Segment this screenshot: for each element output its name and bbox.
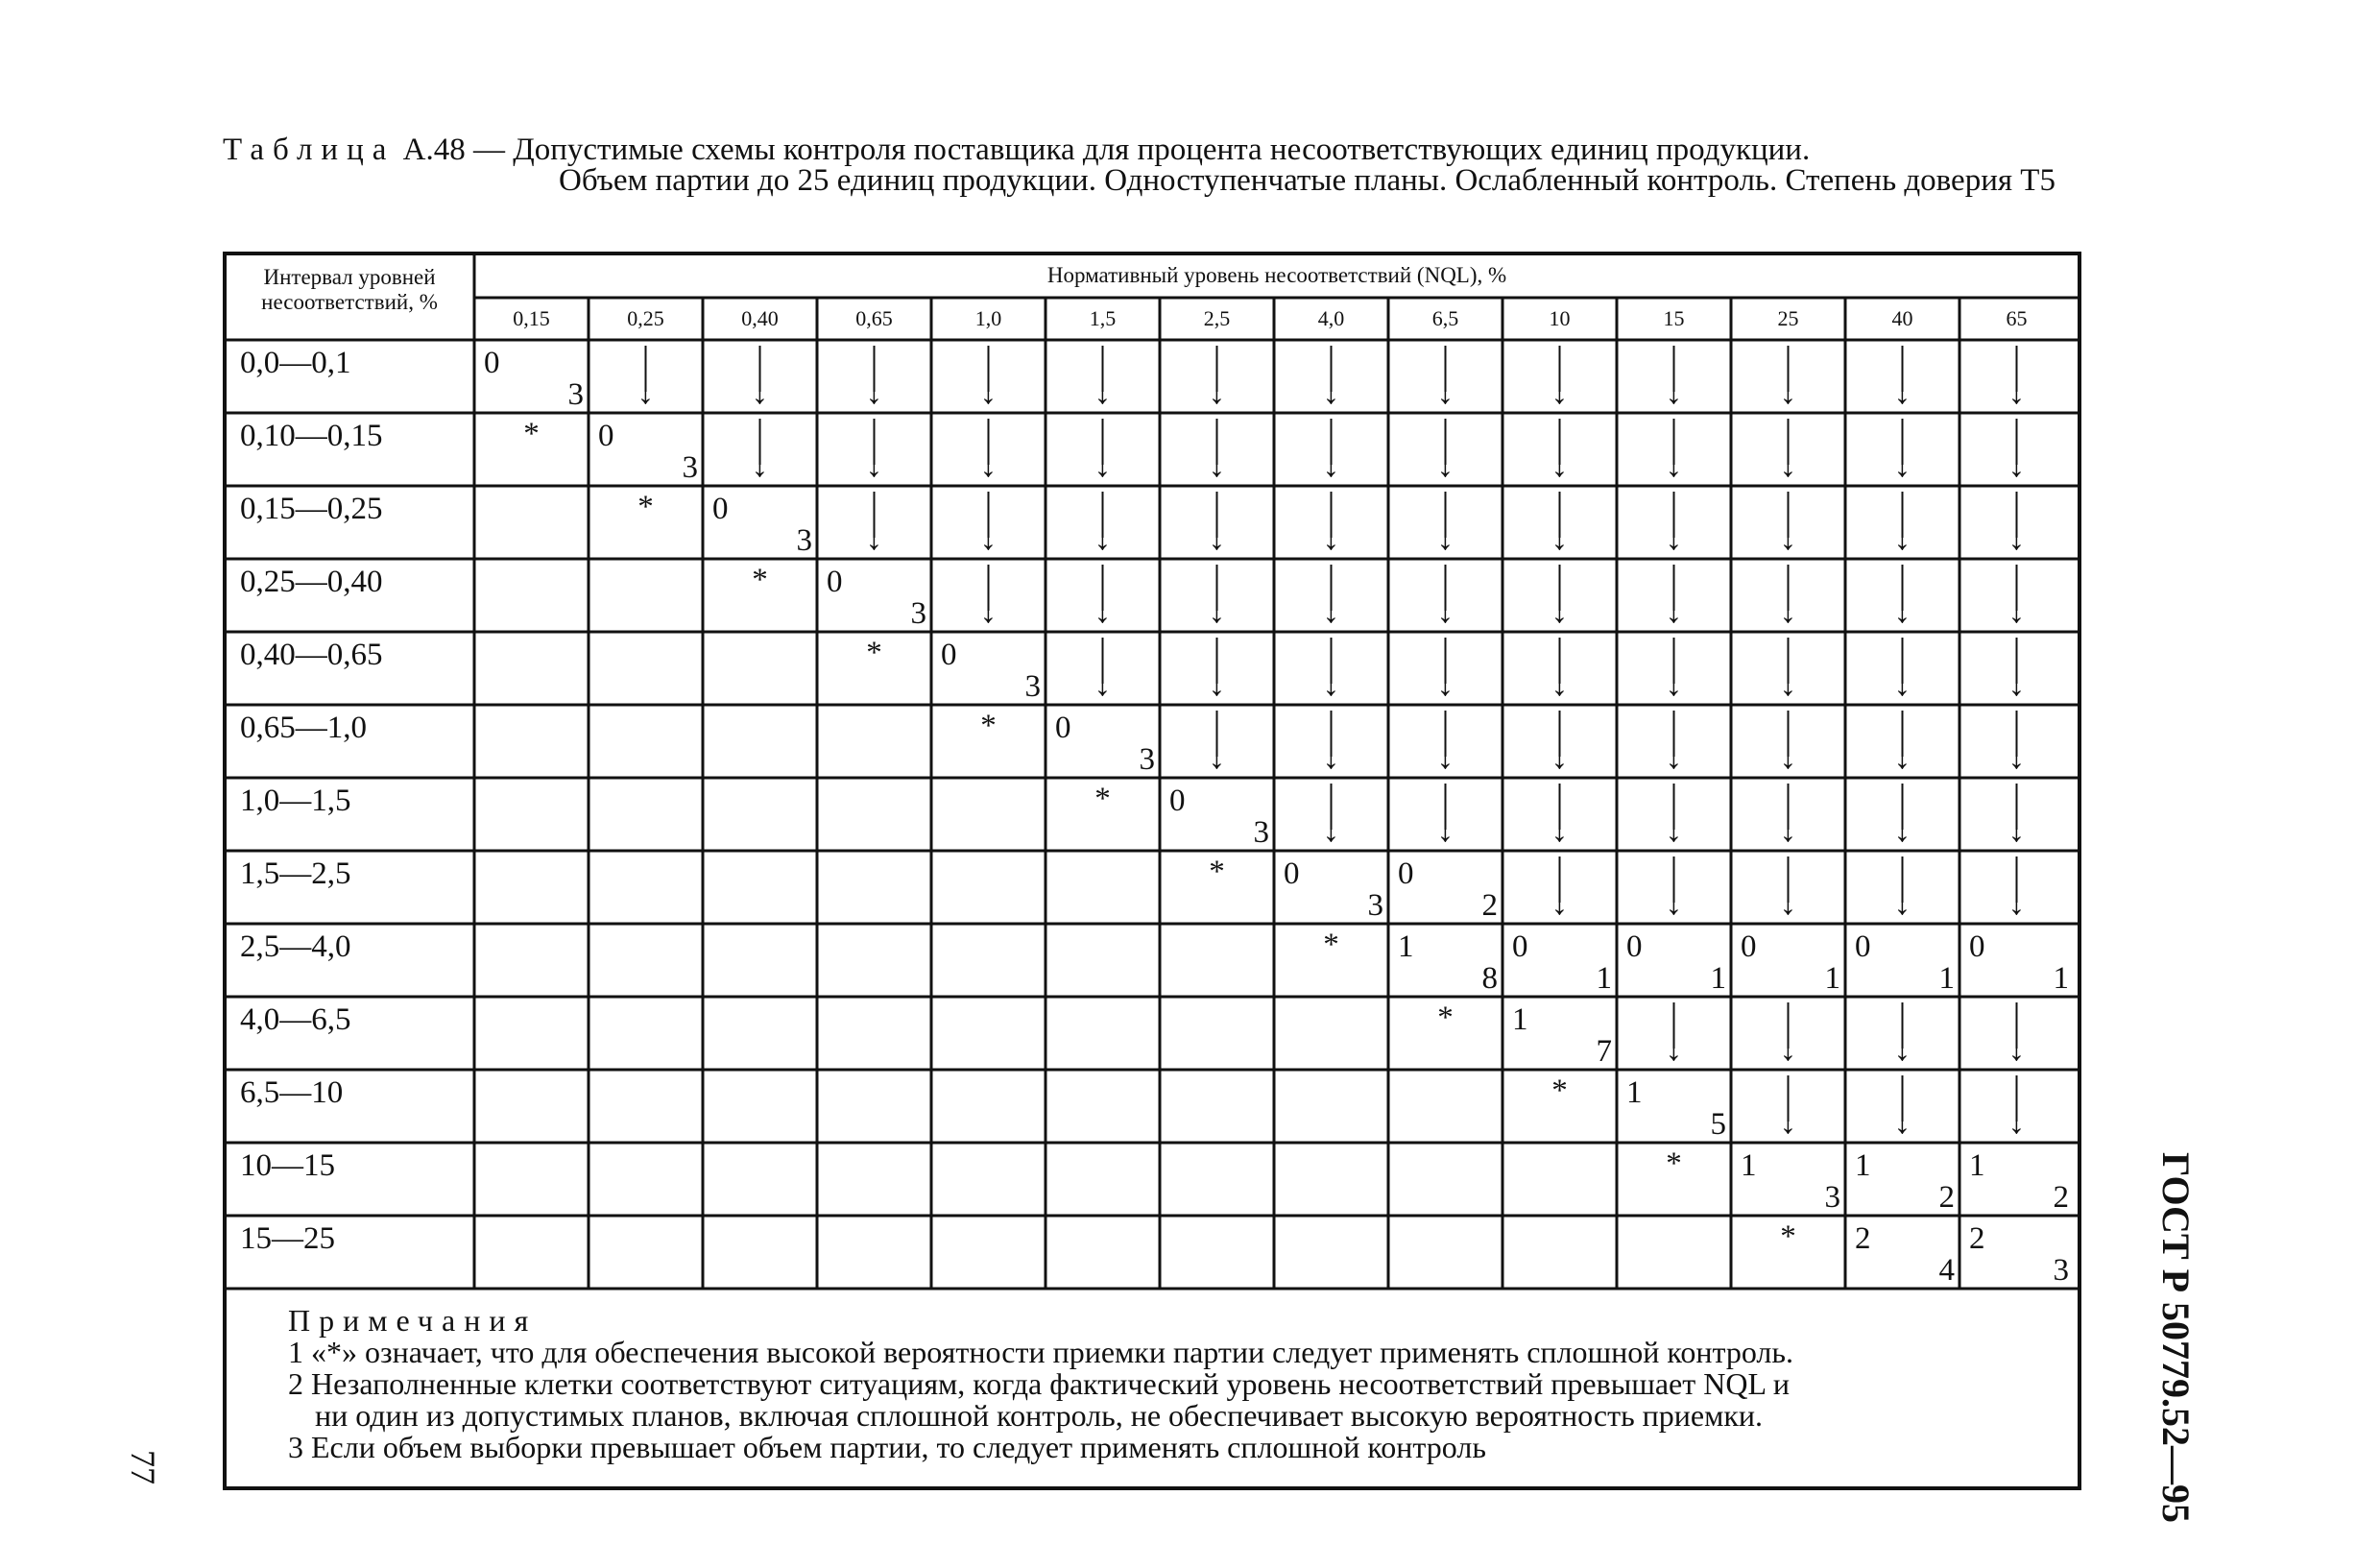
down-arrow-icon: ↓ <box>865 373 883 411</box>
caption-label: Таблица <box>223 133 396 167</box>
down-arrow-icon: ↓ <box>2007 1029 2026 1068</box>
acceptance-number: 0 <box>1969 929 1985 964</box>
down-arrow-icon: ↓ <box>1436 519 1454 557</box>
acceptance-number: 0 <box>1512 929 1528 964</box>
plan-cell <box>1617 924 1731 997</box>
interval-label: 4,0—6,5 <box>240 1002 351 1037</box>
plan-cell <box>589 413 703 486</box>
down-arrow-icon: ↓ <box>1779 373 1797 411</box>
down-arrow-icon: ↓ <box>637 373 655 411</box>
down-arrow-icon: ↓ <box>1665 591 1683 630</box>
full-inspection-cell <box>1046 778 1160 851</box>
down-arrow-icon: ↓ <box>1665 883 1683 922</box>
plan-cell <box>1617 1070 1731 1143</box>
asterisk-mark: * <box>1437 1001 1454 1035</box>
nql-column-header: 0,25 <box>627 306 664 330</box>
down-arrow-icon: ↓ <box>1322 810 1340 849</box>
interval-label: 10—15 <box>240 1148 335 1183</box>
sample-size: 3 <box>682 450 698 485</box>
down-arrow-icon: ↓ <box>751 373 769 411</box>
down-arrow-icon: ↓ <box>1665 810 1683 849</box>
nql-column-header: 40 <box>1891 306 1913 330</box>
down-arrow-icon: ↓ <box>1779 1102 1797 1141</box>
plan-cell <box>1388 851 1503 924</box>
sample-size: 3 <box>910 596 926 631</box>
plan-cell <box>1388 924 1503 997</box>
nql-column-header: 0,65 <box>855 306 893 330</box>
sample-size: 2 <box>1481 888 1498 923</box>
nql-column-header: 10 <box>1549 306 1571 330</box>
down-arrow-icon: ↓ <box>1551 810 1569 849</box>
down-arrow-icon: ↓ <box>1779 519 1797 557</box>
sample-size: 2 <box>1938 1180 1955 1215</box>
down-arrow-icon: ↓ <box>1665 737 1683 776</box>
down-arrow-icon: ↓ <box>1665 1029 1683 1068</box>
nql-column-header: 25 <box>1777 306 1799 330</box>
notes-title: Примечания <box>288 1303 538 1338</box>
interval-label: 0,25—0,40 <box>240 565 383 599</box>
nql-column-header: 6,5 <box>1431 306 1459 330</box>
down-arrow-icon: ↓ <box>1779 446 1797 484</box>
full-inspection-cell <box>703 559 817 632</box>
down-arrow-icon: ↓ <box>1322 737 1340 776</box>
acceptance-number: 0 <box>1741 929 1757 964</box>
plan-cell <box>1959 924 2074 997</box>
nql-column-header: 1,0 <box>974 306 1002 330</box>
nql-column-header: 15 <box>1663 306 1685 330</box>
down-arrow-icon: ↓ <box>751 446 769 484</box>
down-arrow-icon: ↓ <box>1665 446 1683 484</box>
sample-size: 8 <box>1481 961 1498 996</box>
down-arrow-icon: ↓ <box>1893 810 1911 849</box>
sample-size: 3 <box>1367 888 1383 923</box>
row-header: Интервал уровней несоответствий, % <box>261 265 438 314</box>
down-arrow-icon: ↓ <box>979 373 998 411</box>
down-arrow-icon: ↓ <box>1665 373 1683 411</box>
plan-cell <box>1845 1143 1959 1216</box>
plan-cell <box>1503 924 1617 997</box>
down-arrow-icon: ↓ <box>1665 519 1683 557</box>
asterisk-mark: * <box>1780 1219 1796 1254</box>
asterisk-mark: * <box>866 636 882 670</box>
down-arrow-icon: ↓ <box>979 591 998 630</box>
down-arrow-icon: ↓ <box>1322 373 1340 411</box>
down-arrow-icon: ↓ <box>1779 664 1797 703</box>
down-arrow-icon: ↓ <box>2007 373 2026 411</box>
plan-cell <box>1274 851 1388 924</box>
full-inspection-cell <box>1503 1070 1617 1143</box>
notes <box>288 1305 2074 1463</box>
down-arrow-icon: ↓ <box>1779 810 1797 849</box>
plan-cell <box>1845 924 1959 997</box>
down-arrow-icon: ↓ <box>1551 883 1569 922</box>
asterisk-mark: * <box>523 417 540 451</box>
down-arrow-icon: ↓ <box>1322 664 1340 703</box>
acceptance-number: 0 <box>712 492 729 526</box>
full-inspection-cell <box>931 705 1046 778</box>
plan-cell <box>1046 705 1160 778</box>
full-inspection-cell <box>1274 924 1388 997</box>
down-arrow-icon: ↓ <box>2007 810 2026 849</box>
asterisk-mark: * <box>752 563 768 597</box>
down-arrow-icon: ↓ <box>1436 810 1454 849</box>
acceptance-number: 1 <box>1512 1002 1528 1037</box>
sample-size: 1 <box>1596 961 1612 996</box>
down-arrow-icon: ↓ <box>979 446 998 484</box>
down-arrow-icon: ↓ <box>1551 591 1569 630</box>
note-1: 1 «*» означает, что для обеспечения высокой вероятности приемки партии следует применять сплошной контроль. <box>288 1335 1793 1369</box>
acceptance-number: 1 <box>1741 1148 1757 1183</box>
interval-label: 0,40—0,65 <box>240 638 383 672</box>
acceptance-number: 1 <box>1626 1075 1643 1110</box>
plan-cell <box>1503 997 1617 1070</box>
down-arrow-icon: ↓ <box>1551 664 1569 703</box>
page-number: 77 <box>124 1450 162 1484</box>
down-arrow-icon: ↓ <box>2007 519 2026 557</box>
plan-cell <box>1845 1216 1959 1289</box>
plan-cell <box>817 559 931 632</box>
sample-size: 5 <box>1710 1107 1726 1142</box>
asterisk-mark: * <box>1551 1073 1568 1108</box>
full-inspection-cell <box>1617 1143 1731 1216</box>
sample-size: 3 <box>1824 1180 1840 1215</box>
sample-size: 3 <box>2053 1253 2069 1288</box>
down-arrow-icon: ↓ <box>1322 519 1340 557</box>
sample-size: 7 <box>1596 1034 1612 1069</box>
asterisk-mark: * <box>980 709 997 743</box>
down-arrow-icon: ↓ <box>1893 446 1911 484</box>
interval-label: 6,5—10 <box>240 1075 344 1110</box>
down-arrow-icon: ↓ <box>2007 591 2026 630</box>
down-arrow-icon: ↓ <box>1322 591 1340 630</box>
down-arrow-icon: ↓ <box>1436 446 1454 484</box>
acceptance-number: 0 <box>1055 711 1071 745</box>
down-arrow-icon: ↓ <box>1551 446 1569 484</box>
note-2-continued: ни один из допустимых планов, включая сплошной контроль, не обеспечивает высокую вероятность приемки. <box>315 1398 1764 1433</box>
down-arrow-icon: ↓ <box>1322 446 1340 484</box>
sample-size: 3 <box>796 523 812 558</box>
note-3: 3 Если объем выборки превышает объем партии, то следует применять сплошной контроль <box>288 1430 1486 1464</box>
acceptance-number: 0 <box>1284 856 1300 891</box>
sampling-plan-table <box>223 252 2081 1490</box>
down-arrow-icon: ↓ <box>2007 446 2026 484</box>
acceptance-number: 0 <box>827 565 843 599</box>
down-arrow-icon: ↓ <box>1208 373 1226 411</box>
interval-label: 1,5—2,5 <box>240 856 351 891</box>
down-arrow-icon: ↓ <box>1094 446 1112 484</box>
down-arrow-icon: ↓ <box>1665 664 1683 703</box>
down-arrow-icon: ↓ <box>1436 737 1454 776</box>
down-arrow-icon: ↓ <box>1551 519 1569 557</box>
acceptance-number: 1 <box>1855 1148 1871 1183</box>
full-inspection-cell <box>1388 997 1503 1070</box>
acceptance-number: 0 <box>598 419 614 453</box>
down-arrow-icon: ↓ <box>1551 737 1569 776</box>
nql-column-header: 2,5 <box>1203 306 1231 330</box>
plan-cell <box>1959 1216 2074 1289</box>
acceptance-number: 1 <box>1969 1148 1985 1183</box>
nql-column-header: 4,0 <box>1317 306 1345 330</box>
interval-label: 0,15—0,25 <box>240 492 383 526</box>
acceptance-number: 0 <box>1626 929 1643 964</box>
caption-continuation: Объем партии до 25 единиц продукции. Одноступенчатые планы. Ослабленный контроль. Степень доверия Т5 <box>559 163 2055 198</box>
sample-size: 1 <box>1938 961 1955 996</box>
nql-column-header: 0,40 <box>741 306 779 330</box>
table-caption <box>223 134 2085 196</box>
down-arrow-icon: ↓ <box>1779 883 1797 922</box>
down-arrow-icon: ↓ <box>1094 519 1112 557</box>
plan-cell <box>474 340 589 413</box>
sample-size: 3 <box>1139 742 1155 777</box>
down-arrow-icon: ↓ <box>1208 737 1226 776</box>
down-arrow-icon: ↓ <box>1893 883 1911 922</box>
down-arrow-icon: ↓ <box>979 519 998 557</box>
nql-column-header: 0,15 <box>513 306 550 330</box>
sample-size: 1 <box>1824 961 1840 996</box>
down-arrow-icon: ↓ <box>2007 1102 2026 1141</box>
down-arrow-icon: ↓ <box>1893 1029 1911 1068</box>
down-arrow-icon: ↓ <box>1436 591 1454 630</box>
down-arrow-icon: ↓ <box>1094 373 1112 411</box>
down-arrow-icon: ↓ <box>865 519 883 557</box>
interval-label: 1,0—1,5 <box>240 784 351 818</box>
note-2: 2 Незаполненные клетки соответствуют ситуациям, когда фактический уровень несоответствий превышает NQL и <box>288 1366 1790 1401</box>
plan-cell <box>1731 924 1845 997</box>
down-arrow-icon: ↓ <box>1208 664 1226 703</box>
sample-size: 1 <box>1710 961 1726 996</box>
sample-size: 4 <box>1938 1253 1955 1288</box>
asterisk-mark: * <box>637 490 654 524</box>
sample-size: 2 <box>2053 1180 2069 1215</box>
nql-column-header: 65 <box>2006 306 2028 330</box>
down-arrow-icon: ↓ <box>1893 519 1911 557</box>
down-arrow-icon: ↓ <box>1893 1102 1911 1141</box>
interval-label: 0,0—0,1 <box>240 346 351 380</box>
sample-size: 3 <box>1253 815 1269 850</box>
interval-label: 0,10—0,15 <box>240 419 383 453</box>
down-arrow-icon: ↓ <box>1436 373 1454 411</box>
acceptance-number: 2 <box>1855 1221 1871 1256</box>
down-arrow-icon: ↓ <box>1779 1029 1797 1068</box>
asterisk-mark: * <box>1094 782 1111 816</box>
caption-title: А.48 — Допустимые схемы контроля поставщика для процента несоответствующих единиц продукции. <box>395 133 1811 167</box>
acceptance-number: 0 <box>941 638 957 672</box>
down-arrow-icon: ↓ <box>1779 591 1797 630</box>
down-arrow-icon: ↓ <box>2007 737 2026 776</box>
acceptance-number: 0 <box>1169 784 1186 818</box>
down-arrow-icon: ↓ <box>1094 591 1112 630</box>
down-arrow-icon: ↓ <box>1208 591 1226 630</box>
asterisk-mark: * <box>1666 1146 1682 1181</box>
sample-size: 3 <box>567 377 584 412</box>
plan-cell <box>931 632 1046 705</box>
full-inspection-cell <box>1160 851 1274 924</box>
down-arrow-icon: ↓ <box>1893 591 1911 630</box>
sample-size: 3 <box>1024 669 1041 704</box>
down-arrow-icon: ↓ <box>1893 737 1911 776</box>
down-arrow-icon: ↓ <box>1893 664 1911 703</box>
asterisk-mark: * <box>1209 855 1225 889</box>
down-arrow-icon: ↓ <box>1779 737 1797 776</box>
acceptance-number: 1 <box>1398 929 1414 964</box>
plan-cell <box>703 486 817 559</box>
plan-cell <box>1160 778 1274 851</box>
full-inspection-cell <box>589 486 703 559</box>
full-inspection-cell <box>817 632 931 705</box>
plan-cell <box>1959 1143 2074 1216</box>
down-arrow-icon: ↓ <box>1208 519 1226 557</box>
acceptance-number: 0 <box>1398 856 1414 891</box>
interval-label: 0,65—1,0 <box>240 711 367 745</box>
down-arrow-icon: ↓ <box>1436 664 1454 703</box>
plan-cell <box>1731 1143 1845 1216</box>
down-arrow-icon: ↓ <box>1094 664 1112 703</box>
interval-label: 15—25 <box>240 1221 335 1256</box>
acceptance-number: 0 <box>1855 929 1871 964</box>
down-arrow-icon: ↓ <box>1208 446 1226 484</box>
down-arrow-icon: ↓ <box>865 446 883 484</box>
nql-header: Нормативный уровень несоответствий (NQL), % <box>1046 263 1507 287</box>
full-inspection-cell <box>1731 1216 1845 1289</box>
sample-size: 1 <box>2053 961 2069 996</box>
down-arrow-icon: ↓ <box>1893 373 1911 411</box>
down-arrow-icon: ↓ <box>1551 373 1569 411</box>
interval-label: 2,5—4,0 <box>240 929 351 964</box>
asterisk-mark: * <box>1323 928 1339 962</box>
acceptance-number: 2 <box>1969 1221 1985 1256</box>
full-inspection-cell <box>474 413 589 486</box>
nql-column-header: 1,5 <box>1089 306 1117 330</box>
acceptance-number: 0 <box>484 346 500 380</box>
down-arrow-icon: ↓ <box>2007 883 2026 922</box>
down-arrow-icon: ↓ <box>2007 664 2026 703</box>
